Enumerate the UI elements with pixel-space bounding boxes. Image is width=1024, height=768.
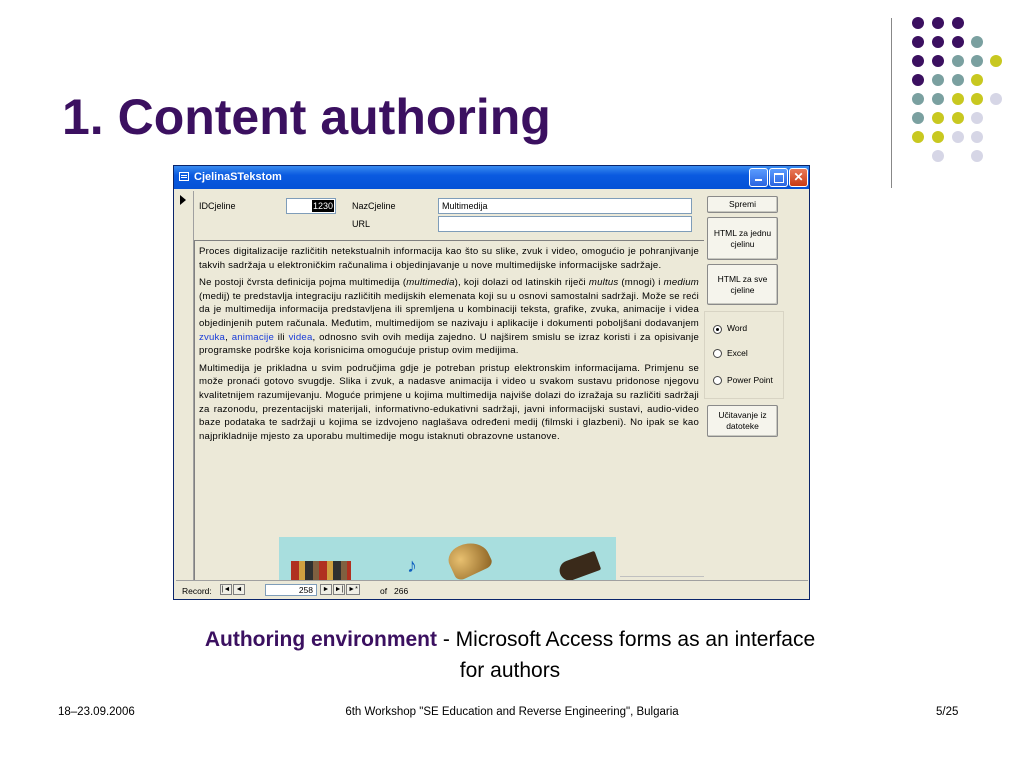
- text-segment: ), koji dolazi od latinskih riječi: [454, 277, 589, 289]
- record-navigation-bar: [176, 580, 808, 599]
- ucitavanje-iz-datoteke-button[interactable]: Učitavanje iz datoteke: [707, 405, 778, 437]
- maximize-button[interactable]: [769, 168, 788, 187]
- new-record-button[interactable]: ►*: [346, 584, 360, 595]
- multimedia-image: [279, 537, 616, 580]
- record-total: 266: [394, 586, 409, 596]
- record-label: Record:: [182, 586, 212, 596]
- word-radio[interactable]: [713, 325, 722, 334]
- url-label: URL: [352, 219, 371, 229]
- record-of-label: of: [380, 586, 388, 596]
- prev-record-button[interactable]: ◄: [233, 584, 245, 595]
- html-sve-cjeline-button[interactable]: HTML za sve cjeline: [707, 264, 778, 305]
- content-text-area[interactable]: [194, 240, 704, 580]
- naz-label: NazCjeline: [352, 201, 396, 211]
- link-zvuka[interactable]: zvuka: [199, 331, 226, 343]
- slide-title: 1. Content authoring: [62, 89, 551, 145]
- text-paragraph-2: [199, 276, 699, 358]
- caption-highlight: Authoring environment: [204, 628, 438, 651]
- current-record-arrow-icon: [180, 195, 186, 205]
- text-segment: (medij) te predstavlja integraciju različitih medijskih elemenata koji su u osnovi samostalni sadržaji. Može se reći da je multimedija informacija predstavljena ili spremljena u kombinaciji teksta, grafike, zvuka, animacije i videa objedinjenih putem računala. Međutim, multimedijom se nazivaju i aplikacije i dokumenti poboljšani dodavanjem: [199, 290, 699, 329]
- link-animacije[interactable]: animacije: [231, 331, 275, 343]
- text-segment: , odnosno svih ovih medija zajedno. U najširem smislu se izraz koristi i za opisivanje programske podrške koja korisnicima omogućuje pristup ovim medijima.: [199, 331, 700, 357]
- form-app-icon: [179, 172, 189, 181]
- gramophone-horn-image-part: [444, 537, 494, 580]
- decorative-dot-grid: [0, 0, 1024, 170]
- text-segment: Ne postoji čvrsta definicija pojma multimedija (: [199, 277, 407, 289]
- id-field[interactable]: [286, 198, 336, 214]
- slide-caption: [190, 624, 830, 686]
- text-segment: (mnogi) i: [618, 277, 664, 289]
- text-segment: ,: [225, 331, 232, 343]
- maximize-icon: [774, 173, 784, 183]
- access-form-window: [173, 165, 810, 600]
- footer-page-number: 5/25: [936, 706, 959, 718]
- footer-workshop: 6th Workshop "SE Education and Reverse Engineering", Bulgaria: [345, 706, 679, 718]
- books-image-part: [291, 561, 351, 580]
- html-jedna-cjelina-button[interactable]: HTML za jednu cjelinu: [707, 217, 778, 260]
- excel-radio[interactable]: [713, 349, 722, 358]
- gramophone-arm-image-part: [557, 551, 601, 580]
- next-record-button[interactable]: ►: [320, 584, 332, 595]
- powerpoint-radio[interactable]: [713, 376, 722, 385]
- url-field[interactable]: [438, 216, 692, 232]
- window-titlebar[interactable]: [174, 166, 809, 189]
- caption-rest: - Microsoft Access forms as an interface for authors: [437, 628, 816, 682]
- minimize-icon: [755, 179, 762, 181]
- excel-radio-label[interactable]: Excel: [727, 348, 748, 358]
- text-paragraph-3: Multimedija je prikladna u svim područjima gdje je potreban pristup elektronskim informacijama. Primjenu se može pronaći gotovo svugdje. Slika i zvuk, a nadasve animacija i video u svakom sustavu pridonose njegovu kvalitetnijem razumijevanju. Moguće primjene u kojima multimedija najviše dolazi do izražaja su različiti sadržaji za razonodu, prezentacijski materijali, informativno-edukativni sadržaji, javni informacijski sustavi, audio-video baze podataka te sadržaji u kojima se izdvojeno naglašava određeni medij (filmski i glazbeni). No ipak se kao najprikladnije mjesto za uporabu multimedije mogu istaknuti obrazovne ustanove.: [199, 362, 699, 442]
- current-record-input[interactable]: 258: [265, 584, 317, 596]
- link-videa[interactable]: videa: [288, 331, 313, 343]
- first-record-button[interactable]: |◄: [221, 586, 231, 593]
- export-format-option-group: [704, 311, 784, 399]
- record-selector[interactable]: [176, 191, 194, 580]
- music-note-icon: ♪: [407, 555, 417, 577]
- window-title: CjelinaSTekstom: [194, 171, 282, 183]
- footer-date: 18–23.09.2006: [58, 706, 135, 718]
- last-record-button[interactable]: ►|: [334, 586, 344, 593]
- word-radio-label[interactable]: Word: [727, 323, 748, 333]
- decorative-vertical-line: [891, 18, 892, 188]
- text-emphasis: multus: [588, 277, 619, 289]
- minimize-button[interactable]: [749, 168, 768, 187]
- spremi-button[interactable]: Spremi: [707, 196, 778, 213]
- naz-field[interactable]: Multimedija: [438, 198, 692, 214]
- dot-grid-lavender: [932, 93, 1002, 162]
- text-emphasis: multimedia: [406, 277, 455, 289]
- powerpoint-radio-label[interactable]: Power Point: [727, 375, 773, 385]
- close-button[interactable]: [789, 168, 808, 187]
- text-paragraph-1: Proces digitalizacije različitih netekstualnih informacija kao što su slike, zvuk i video, omogućio je pohranjivanje takvih sadržaja u elektroničkim računalima i objedinjavanje u nove multimedijske informacijske sadržaje.: [199, 246, 699, 271]
- text-emphasis: medium: [663, 277, 699, 289]
- dot-grid-yellow: [912, 55, 1002, 143]
- text-segment: ili: [274, 331, 289, 343]
- close-icon: ✕: [793, 170, 804, 184]
- id-label: IDCjeline: [199, 201, 236, 211]
- id-value: 1230: [312, 201, 333, 211]
